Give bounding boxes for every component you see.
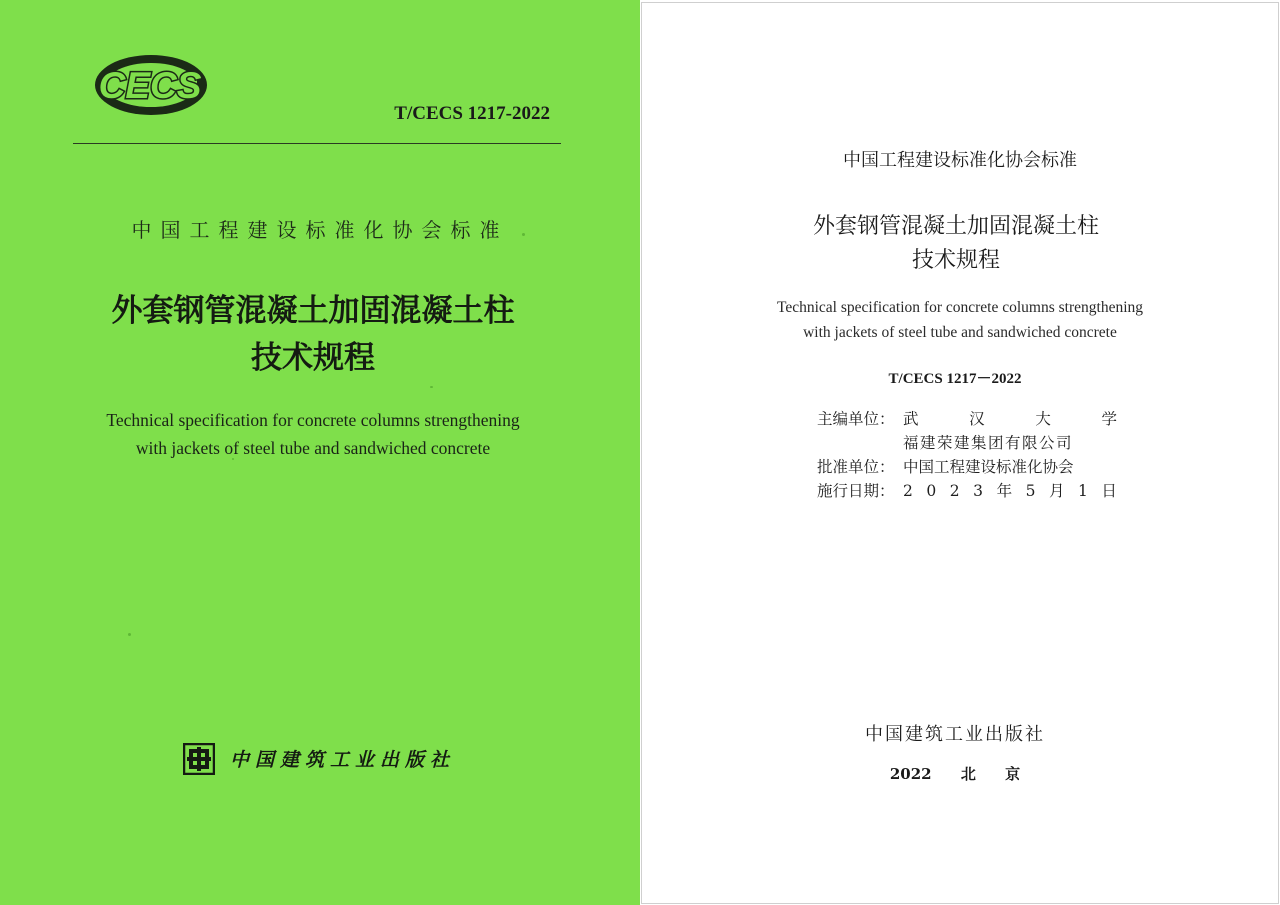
effective-date-value (903, 479, 1117, 503)
effective-date-label: 施行日期： (817, 482, 895, 500)
date-char: 年 (996, 482, 1013, 500)
title-page-title-en-line2: with jackets of steel tube and sandwiched concrete (803, 324, 1117, 341)
title-page-publisher: 中国建筑工业出版社 (865, 724, 1045, 745)
chief-editor-char: 汉 (969, 410, 985, 428)
publication-city-char: 北 (960, 765, 976, 783)
publication-info (817, 407, 1117, 503)
cover-title-en-line2: with jackets of steel tube and sandwiched concrete (135, 438, 491, 458)
cover-speck (232, 458, 234, 460)
cover-speck (128, 633, 131, 636)
chief-editor-label: 主编单位： (817, 410, 895, 428)
title-page-title-cn-line2: 技术规程 (911, 248, 1000, 273)
title-page-standard-code: T/CECS 1217－2022 (888, 371, 1022, 387)
cover-standard-code: T/CECS 1217-2022 (394, 103, 550, 124)
cover-divider (73, 143, 561, 144)
title-page-title-en-line1: Technical specification for concrete columns strengthening (776, 299, 1144, 316)
chief-editor-2-text: 福建荣建集团有限公司 (903, 434, 1074, 452)
chief-editor-row-2 (817, 431, 1117, 455)
cover-title-en (0, 406, 626, 462)
date-char: 日 (1101, 482, 1117, 500)
date-char: 0 (926, 482, 937, 500)
chief-editor-char: 学 (1101, 410, 1117, 428)
effective-date-row (817, 479, 1117, 503)
approval-value: 中国工程建设标准化协会 (903, 458, 1074, 476)
title-page-association: 中国工程建设标准化协会标准 (843, 150, 1077, 171)
cover-title-cn-line1: 外套钢管混凝土加固混凝土柱 (111, 293, 515, 329)
title-page (641, 2, 1279, 904)
cover-title-cn (0, 288, 626, 382)
cover-publisher: 中国建筑工业出版社 (230, 749, 456, 771)
chief-editor-value-2 (903, 431, 1117, 455)
date-char: 5 (1025, 482, 1036, 500)
date-char: 3 (973, 482, 984, 500)
date-char: 月 (1048, 482, 1065, 500)
cecs-logo-text: CECS (98, 65, 202, 106)
cover-association: 中国工程建设标准化协会标准 (131, 218, 509, 242)
date-char: 2 (949, 482, 960, 500)
chief-editor-char: 武 (903, 410, 919, 428)
title-page-title-cn-line1: 外套钢管混凝土加固混凝土柱 (812, 214, 1099, 239)
date-char: 2 (903, 482, 913, 500)
chief-editor-value-1 (903, 407, 1117, 431)
cover-title-cn-line2: 技术规程 (251, 340, 375, 376)
chief-editor-row (817, 407, 1117, 431)
cecs-logo-icon (83, 50, 218, 120)
chief-editor-char: 大 (1035, 410, 1051, 428)
cover-title-en-line1: Technical specification for concrete columns strengthening (106, 410, 520, 430)
date-char: 1 (1078, 482, 1088, 500)
publisher-logo-icon (183, 743, 215, 775)
approval-label: 批准单位： (817, 458, 895, 476)
publication-year: 2022 (889, 765, 932, 783)
publication-place (642, 763, 1268, 784)
cover-speck (522, 233, 525, 236)
title-page-title-en (642, 295, 1278, 345)
publication-city-char: 京 (1005, 765, 1021, 783)
cover-speck (430, 386, 433, 388)
approval-row (817, 455, 1117, 479)
title-page-title-cn (642, 210, 1270, 278)
